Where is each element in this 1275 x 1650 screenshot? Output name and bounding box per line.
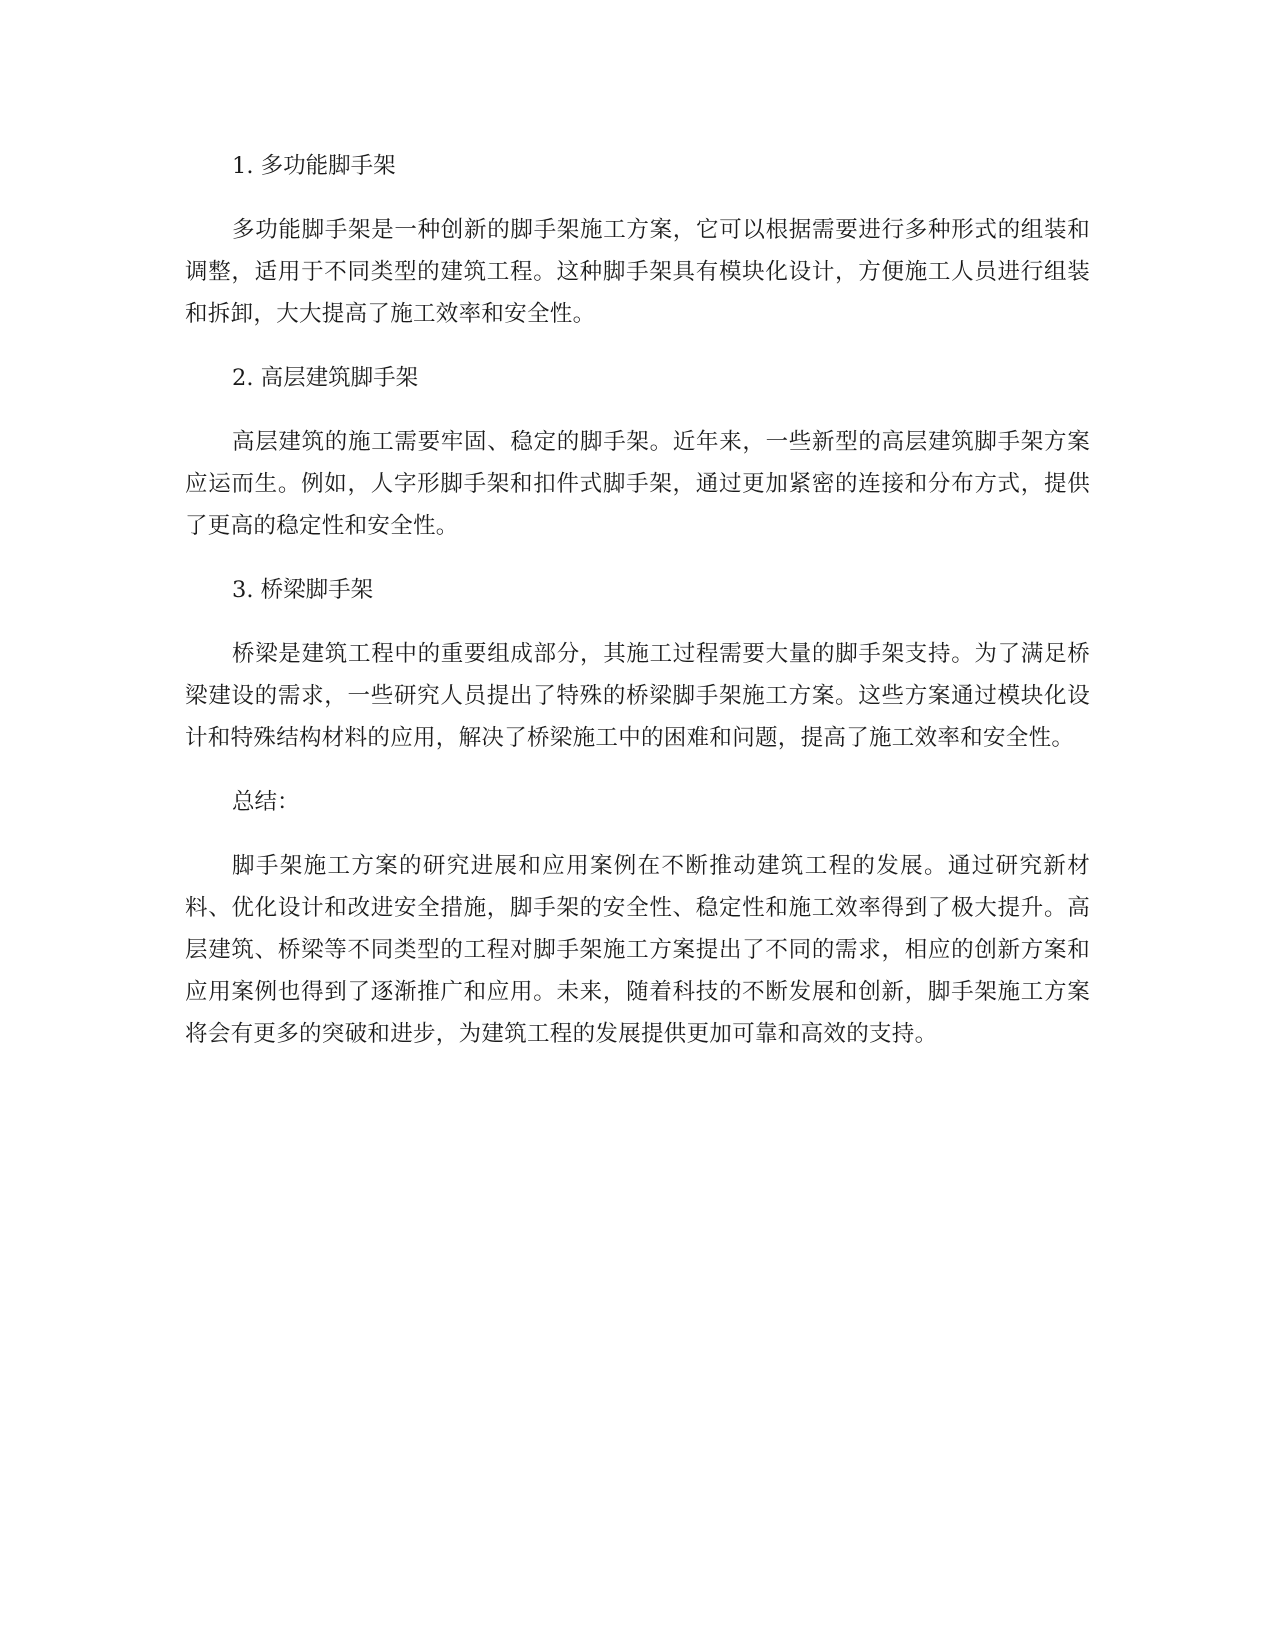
section-paragraph-multifunction-scaffold: 多功能脚手架是一种创新的脚手架施工方案，它可以根据需要进行多种形式的组装和调整，适用于不同类型的建筑工程。这种脚手架具有模块化设计，方便施工人员进行组装和拆卸，大大提高了施工效率和安全性。 (185, 217, 1090, 327)
section-heading-bridge-scaffold: 3. 桥梁脚手架 (232, 577, 374, 603)
section-heading-multifunction-scaffold: 1. 多功能脚手架 (232, 153, 396, 179)
section-paragraph-bridge-scaffold: 桥梁是建筑工程中的重要组成部分，其施工过程需要大量的脚手架支持。为了满足桥梁建设的需求，一些研究人员提出了特殊的桥梁脚手架施工方案。这些方案通过模块化设计和特殊结构材料的应用，解决了桥梁施工中的困难和问题，提高了施工效率和安全性。 (185, 641, 1090, 751)
document-body (185, 145, 1090, 1077)
summary-heading: 总结： (232, 789, 300, 815)
section-heading-highrise-scaffold: 2. 高层建筑脚手架 (232, 365, 419, 391)
section-paragraph-highrise-scaffold: 高层建筑的施工需要牢固、稳定的脚手架。近年来，一些新型的高层建筑脚手架方案应运而生。例如，人字形脚手架和扣件式脚手架，通过更加紧密的连接和分布方式，提供了更高的稳定性和安全性。 (185, 429, 1090, 539)
summary-paragraph: 脚手架施工方案的研究进展和应用案例在不断推动建筑工程的发展。通过研究新材料、优化设计和改进安全措施，脚手架的安全性、稳定性和施工效率得到了极大提升。高层建筑、桥梁等不同类型的工程对脚手架施工方案提出了不同的需求，相应的创新方案和应用案例也得到了逐渐推广和应用。未来，随着科技的不断发展和创新，脚手架施工方案将会有更多的突破和进步，为建筑工程的发展提供更加可靠和高效的支持。 (185, 853, 1090, 1047)
